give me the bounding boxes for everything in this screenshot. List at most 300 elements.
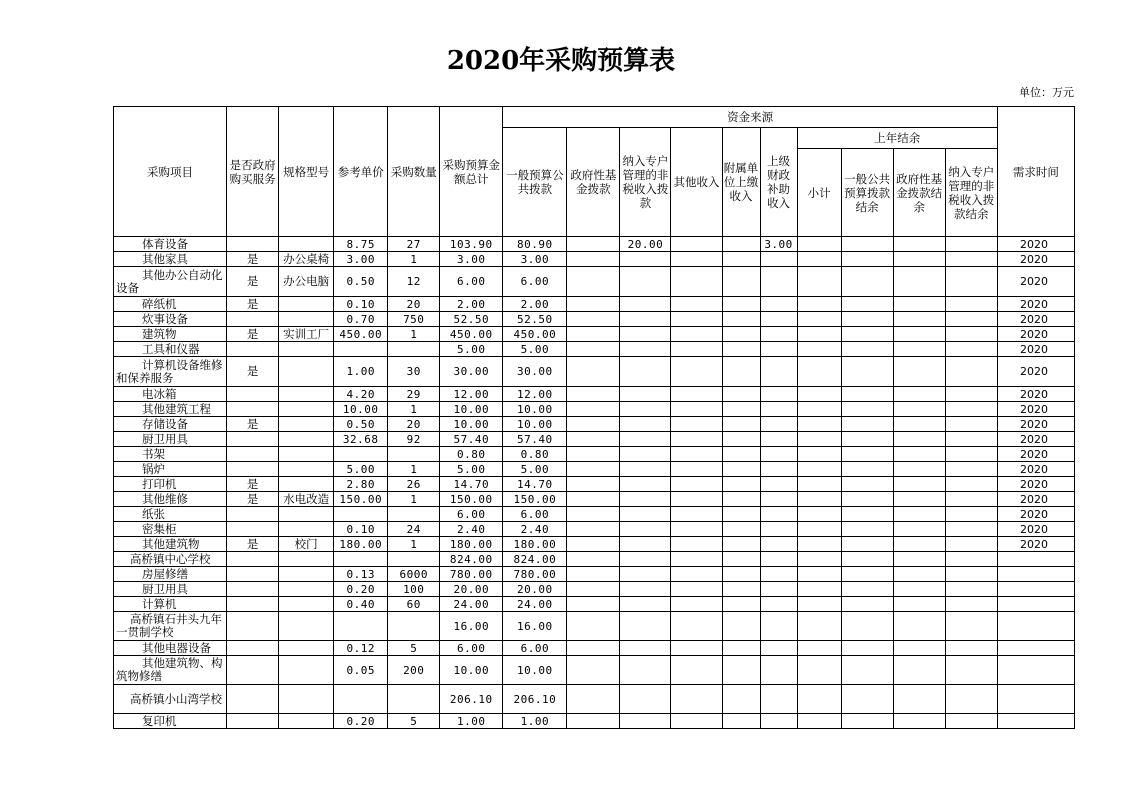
other-income-cell: [671, 477, 722, 492]
gov-service-cell: [227, 462, 279, 477]
superior-subsidy-cell: [760, 507, 797, 522]
header-prev-year: 上年结余: [797, 128, 997, 149]
gov-service-cell: 是: [227, 267, 279, 297]
special-nontax-cell: [620, 492, 671, 507]
general-budget-cell: 14.70: [503, 477, 567, 492]
quantity-cell: 750: [388, 312, 440, 327]
total-cell: 10.00: [440, 417, 503, 432]
quantity-cell: 5: [388, 714, 440, 729]
affiliated-cell: [722, 656, 760, 685]
unit-price-cell: 180.00: [334, 537, 388, 552]
special-nontax-cell: 20.00: [620, 237, 671, 252]
prev-special-cell: [945, 252, 997, 267]
gov-service-cell: 是: [227, 477, 279, 492]
special-nontax-cell: [620, 522, 671, 537]
spec-cell: [279, 447, 334, 462]
total-cell: 10.00: [440, 656, 503, 685]
quantity-cell: 1: [388, 462, 440, 477]
quantity-cell: 29: [388, 387, 440, 402]
superior-subsidy-cell: [760, 357, 797, 387]
total-cell: 450.00: [440, 327, 503, 342]
subtotal-cell: [797, 685, 841, 714]
prev-general-cell: [841, 641, 893, 656]
item-cell: 其他维修: [114, 492, 227, 507]
spec-cell: [279, 685, 334, 714]
prev-general-cell: [841, 447, 893, 462]
demand-time-cell: [997, 685, 1074, 714]
demand-time-cell: 2020: [997, 507, 1074, 522]
special-nontax-cell: [620, 641, 671, 656]
table-row: [114, 327, 1075, 342]
special-nontax-cell: [620, 507, 671, 522]
demand-time-cell: 2020: [997, 462, 1074, 477]
total-cell: 5.00: [440, 462, 503, 477]
general-budget-cell: 150.00: [503, 492, 567, 507]
general-budget-cell: 24.00: [503, 597, 567, 612]
unit-price-cell: 0.05: [334, 656, 388, 685]
special-nontax-cell: [620, 387, 671, 402]
item-cell: 高桥镇石井头九年一贯制学校: [114, 612, 227, 641]
total-cell: 12.00: [440, 387, 503, 402]
prev-gov-fund-cell: [893, 387, 945, 402]
other-income-cell: [671, 522, 722, 537]
prev-special-cell: [945, 297, 997, 312]
table-row: [114, 656, 1075, 685]
superior-subsidy-cell: [760, 462, 797, 477]
prev-gov-fund-cell: [893, 342, 945, 357]
affiliated-cell: [722, 714, 760, 729]
item-cell: 工具和仪器: [114, 342, 227, 357]
item-cell: 纸张: [114, 507, 227, 522]
subtotal-cell: [797, 447, 841, 462]
superior-subsidy-cell: [760, 402, 797, 417]
other-income-cell: [671, 297, 722, 312]
spec-cell: [279, 582, 334, 597]
quantity-cell: 12: [388, 267, 440, 297]
subtotal-cell: [797, 597, 841, 612]
quantity-cell: [388, 612, 440, 641]
superior-subsidy-cell: [760, 327, 797, 342]
demand-time-cell: 2020: [997, 402, 1074, 417]
subtotal-cell: [797, 252, 841, 267]
general-budget-cell: 10.00: [503, 402, 567, 417]
table-row: [114, 237, 1075, 252]
spec-cell: [279, 432, 334, 447]
prev-gov-fund-cell: [893, 492, 945, 507]
prev-special-cell: [945, 714, 997, 729]
item-cell: 电冰箱: [114, 387, 227, 402]
total-cell: 824.00: [440, 552, 503, 567]
prev-general-cell: [841, 507, 893, 522]
table-row: [114, 507, 1075, 522]
other-income-cell: [671, 327, 722, 342]
gov-service-cell: [227, 641, 279, 656]
demand-time-cell: 2020: [997, 537, 1074, 552]
header-other-income: 其他收入: [671, 128, 722, 237]
header-prev-general: 一般公共预算拨款结余: [841, 149, 893, 237]
prev-general-cell: [841, 537, 893, 552]
gov-service-cell: 是: [227, 252, 279, 267]
other-income-cell: [671, 387, 722, 402]
special-nontax-cell: [620, 567, 671, 582]
other-income-cell: [671, 685, 722, 714]
unit-price-cell: 0.12: [334, 641, 388, 656]
table-row: [114, 567, 1075, 582]
gov-fund-cell: [567, 237, 620, 252]
prev-gov-fund-cell: [893, 552, 945, 567]
affiliated-cell: [722, 417, 760, 432]
gov-service-cell: [227, 656, 279, 685]
quantity-cell: 60: [388, 597, 440, 612]
general-budget-cell: 824.00: [503, 552, 567, 567]
spec-cell: [279, 522, 334, 537]
prev-special-cell: [945, 641, 997, 656]
other-income-cell: [671, 537, 722, 552]
subtotal-cell: [797, 552, 841, 567]
demand-time-cell: 2020: [997, 327, 1074, 342]
total-cell: 10.00: [440, 402, 503, 417]
quantity-cell: 30: [388, 357, 440, 387]
table-row: [114, 597, 1075, 612]
special-nontax-cell: [620, 552, 671, 567]
other-income-cell: [671, 402, 722, 417]
gov-fund-cell: [567, 327, 620, 342]
spec-cell: 校门: [279, 537, 334, 552]
affiliated-cell: [722, 432, 760, 447]
unit-price-cell: [334, 507, 388, 522]
gov-service-cell: [227, 237, 279, 252]
gov-service-cell: 是: [227, 492, 279, 507]
other-income-cell: [671, 342, 722, 357]
demand-time-cell: [997, 552, 1074, 567]
prev-general-cell: [841, 462, 893, 477]
other-income-cell: [671, 312, 722, 327]
total-cell: 30.00: [440, 357, 503, 387]
gov-service-cell: 是: [227, 357, 279, 387]
total-cell: 6.00: [440, 641, 503, 656]
subtotal-cell: [797, 267, 841, 297]
superior-subsidy-cell: [760, 387, 797, 402]
table-row: [114, 522, 1075, 537]
superior-subsidy-cell: [760, 297, 797, 312]
prev-general-cell: [841, 297, 893, 312]
page-title: 2020年采购预算表: [446, 46, 676, 76]
quantity-cell: 1: [388, 252, 440, 267]
subtotal-cell: [797, 327, 841, 342]
affiliated-cell: [722, 582, 760, 597]
subtotal-cell: [797, 656, 841, 685]
total-cell: 180.00: [440, 537, 503, 552]
subtotal-cell: [797, 492, 841, 507]
prev-general-cell: [841, 357, 893, 387]
prev-special-cell: [945, 267, 997, 297]
prev-general-cell: [841, 267, 893, 297]
gov-fund-cell: [567, 612, 620, 641]
subtotal-cell: [797, 312, 841, 327]
demand-time-cell: 2020: [997, 432, 1074, 447]
gov-fund-cell: [567, 447, 620, 462]
general-budget-cell: 450.00: [503, 327, 567, 342]
affiliated-cell: [722, 641, 760, 656]
prev-gov-fund-cell: [893, 237, 945, 252]
superior-subsidy-cell: [760, 267, 797, 297]
gov-service-cell: [227, 612, 279, 641]
other-income-cell: [671, 612, 722, 641]
special-nontax-cell: [620, 462, 671, 477]
gov-service-cell: [227, 507, 279, 522]
prev-gov-fund-cell: [893, 252, 945, 267]
total-cell: 0.80: [440, 447, 503, 462]
demand-time-cell: [997, 656, 1074, 685]
gov-service-cell: [227, 582, 279, 597]
table-row: [114, 641, 1075, 656]
demand-time-cell: [997, 612, 1074, 641]
gov-service-cell: [227, 552, 279, 567]
prev-general-cell: [841, 432, 893, 447]
special-nontax-cell: [620, 612, 671, 641]
general-budget-cell: 16.00: [503, 612, 567, 641]
prev-gov-fund-cell: [893, 537, 945, 552]
subtotal-cell: [797, 641, 841, 656]
unit-price-cell: 0.40: [334, 597, 388, 612]
affiliated-cell: [722, 597, 760, 612]
spec-cell: [279, 402, 334, 417]
gov-fund-cell: [567, 492, 620, 507]
table-row: [114, 447, 1075, 462]
prev-special-cell: [945, 417, 997, 432]
quantity-cell: 6000: [388, 567, 440, 582]
superior-subsidy-cell: [760, 714, 797, 729]
demand-time-cell: 2020: [997, 522, 1074, 537]
prev-gov-fund-cell: [893, 507, 945, 522]
superior-subsidy-cell: [760, 432, 797, 447]
gov-service-cell: [227, 342, 279, 357]
gov-service-cell: [227, 387, 279, 402]
general-budget-cell: 0.80: [503, 447, 567, 462]
prev-special-cell: [945, 462, 997, 477]
prev-special-cell: [945, 685, 997, 714]
total-cell: 2.00: [440, 297, 503, 312]
quantity-cell: 92: [388, 432, 440, 447]
quantity-cell: 1: [388, 402, 440, 417]
demand-time-cell: 2020: [997, 342, 1074, 357]
unit-price-cell: 0.13: [334, 567, 388, 582]
prev-special-cell: [945, 402, 997, 417]
prev-special-cell: [945, 656, 997, 685]
subtotal-cell: [797, 357, 841, 387]
table-row: [114, 492, 1075, 507]
general-budget-cell: 52.50: [503, 312, 567, 327]
prev-gov-fund-cell: [893, 312, 945, 327]
header-demand-time: 需求时间: [997, 107, 1074, 237]
prev-special-cell: [945, 507, 997, 522]
prev-general-cell: [841, 492, 893, 507]
header-subtotal: 小计: [797, 149, 841, 237]
unit-price-cell: [334, 612, 388, 641]
prev-gov-fund-cell: [893, 417, 945, 432]
quantity-cell: [388, 685, 440, 714]
item-cell: 炊事设备: [114, 312, 227, 327]
affiliated-cell: [722, 612, 760, 641]
special-nontax-cell: [620, 537, 671, 552]
subtotal-cell: [797, 522, 841, 537]
item-cell: 书架: [114, 447, 227, 462]
other-income-cell: [671, 567, 722, 582]
other-income-cell: [671, 656, 722, 685]
item-cell: 存储设备: [114, 417, 227, 432]
gov-fund-cell: [567, 522, 620, 537]
prev-general-cell: [841, 597, 893, 612]
spec-cell: [279, 567, 334, 582]
table-row: [114, 582, 1075, 597]
prev-gov-fund-cell: [893, 597, 945, 612]
gov-service-cell: [227, 402, 279, 417]
gov-fund-cell: [567, 462, 620, 477]
prev-special-cell: [945, 612, 997, 641]
table-row: [114, 552, 1075, 567]
prev-general-cell: [841, 342, 893, 357]
superior-subsidy-cell: [760, 342, 797, 357]
header-gov-service: 是否政府购买服务: [227, 107, 279, 237]
special-nontax-cell: [620, 267, 671, 297]
procurement-budget-table: [113, 106, 1075, 729]
special-nontax-cell: [620, 252, 671, 267]
superior-subsidy-cell: [760, 312, 797, 327]
item-cell: 高桥镇小山湾学校: [114, 685, 227, 714]
demand-time-cell: [997, 714, 1074, 729]
gov-service-cell: [227, 312, 279, 327]
affiliated-cell: [722, 327, 760, 342]
prev-special-cell: [945, 312, 997, 327]
prev-special-cell: [945, 447, 997, 462]
spec-cell: [279, 714, 334, 729]
special-nontax-cell: [620, 312, 671, 327]
header-quantity: 采购数量: [388, 107, 440, 237]
item-cell: 其他建筑物: [114, 537, 227, 552]
spec-cell: 实训工厂: [279, 327, 334, 342]
gov-service-cell: 是: [227, 327, 279, 342]
demand-time-cell: 2020: [997, 357, 1074, 387]
superior-subsidy-cell: [760, 567, 797, 582]
prev-general-cell: [841, 312, 893, 327]
total-cell: 206.10: [440, 685, 503, 714]
special-nontax-cell: [620, 327, 671, 342]
table-row: [114, 312, 1075, 327]
total-cell: 57.40: [440, 432, 503, 447]
gov-fund-cell: [567, 267, 620, 297]
general-budget-cell: 780.00: [503, 567, 567, 582]
spec-cell: [279, 462, 334, 477]
special-nontax-cell: [620, 656, 671, 685]
affiliated-cell: [722, 252, 760, 267]
prev-gov-fund-cell: [893, 432, 945, 447]
gov-fund-cell: [567, 641, 620, 656]
prev-special-cell: [945, 477, 997, 492]
item-cell: 计算机设备维修和保养服务: [114, 357, 227, 387]
superior-subsidy-cell: [760, 612, 797, 641]
other-income-cell: [671, 714, 722, 729]
quantity-cell: 24: [388, 522, 440, 537]
subtotal-cell: [797, 387, 841, 402]
item-cell: 厨卫用具: [114, 432, 227, 447]
unit-price-cell: 450.00: [334, 327, 388, 342]
subtotal-cell: [797, 417, 841, 432]
special-nontax-cell: [620, 685, 671, 714]
general-budget-cell: 1.00: [503, 714, 567, 729]
prev-gov-fund-cell: [893, 714, 945, 729]
spec-cell: [279, 297, 334, 312]
subtotal-cell: [797, 237, 841, 252]
unit-price-cell: 0.10: [334, 297, 388, 312]
unit-price-cell: 0.70: [334, 312, 388, 327]
general-budget-cell: 6.00: [503, 267, 567, 297]
prev-special-cell: [945, 537, 997, 552]
subtotal-cell: [797, 507, 841, 522]
total-cell: 5.00: [440, 342, 503, 357]
table-row: [114, 612, 1075, 641]
item-cell: 密集柜: [114, 522, 227, 537]
unit-price-cell: 0.50: [334, 417, 388, 432]
other-income-cell: [671, 552, 722, 567]
gov-fund-cell: [567, 507, 620, 522]
demand-time-cell: [997, 582, 1074, 597]
spec-cell: [279, 357, 334, 387]
header-gov-fund: 政府性基金拨款: [567, 128, 620, 237]
subtotal-cell: [797, 714, 841, 729]
unit-price-cell: 8.75: [334, 237, 388, 252]
table-row: [114, 714, 1075, 729]
unit-label: 单位：万元: [1019, 86, 1074, 99]
table-row: [114, 685, 1075, 714]
other-income-cell: [671, 641, 722, 656]
prev-general-cell: [841, 477, 893, 492]
demand-time-cell: 2020: [997, 447, 1074, 462]
gov-fund-cell: [567, 417, 620, 432]
table-row: [114, 252, 1075, 267]
item-cell: 高桥镇中心学校: [114, 552, 227, 567]
spec-cell: [279, 237, 334, 252]
total-cell: 24.00: [440, 597, 503, 612]
general-budget-cell: 206.10: [503, 685, 567, 714]
prev-gov-fund-cell: [893, 567, 945, 582]
special-nontax-cell: [620, 714, 671, 729]
subtotal-cell: [797, 537, 841, 552]
spec-cell: [279, 552, 334, 567]
special-nontax-cell: [620, 447, 671, 462]
prev-general-cell: [841, 417, 893, 432]
subtotal-cell: [797, 297, 841, 312]
quantity-cell: 1: [388, 492, 440, 507]
prev-gov-fund-cell: [893, 357, 945, 387]
prev-gov-fund-cell: [893, 267, 945, 297]
general-budget-cell: 2.00: [503, 297, 567, 312]
gov-fund-cell: [567, 714, 620, 729]
other-income-cell: [671, 582, 722, 597]
superior-subsidy-cell: [760, 522, 797, 537]
general-budget-cell: 2.40: [503, 522, 567, 537]
demand-time-cell: 2020: [997, 237, 1074, 252]
demand-time-cell: [997, 567, 1074, 582]
prev-special-cell: [945, 237, 997, 252]
general-budget-cell: 6.00: [503, 507, 567, 522]
item-cell: 体育设备: [114, 237, 227, 252]
table-row: [114, 432, 1075, 447]
affiliated-cell: [722, 552, 760, 567]
prev-general-cell: [841, 327, 893, 342]
gov-service-cell: [227, 685, 279, 714]
unit-price-cell: 3.00: [334, 252, 388, 267]
prev-general-cell: [841, 582, 893, 597]
